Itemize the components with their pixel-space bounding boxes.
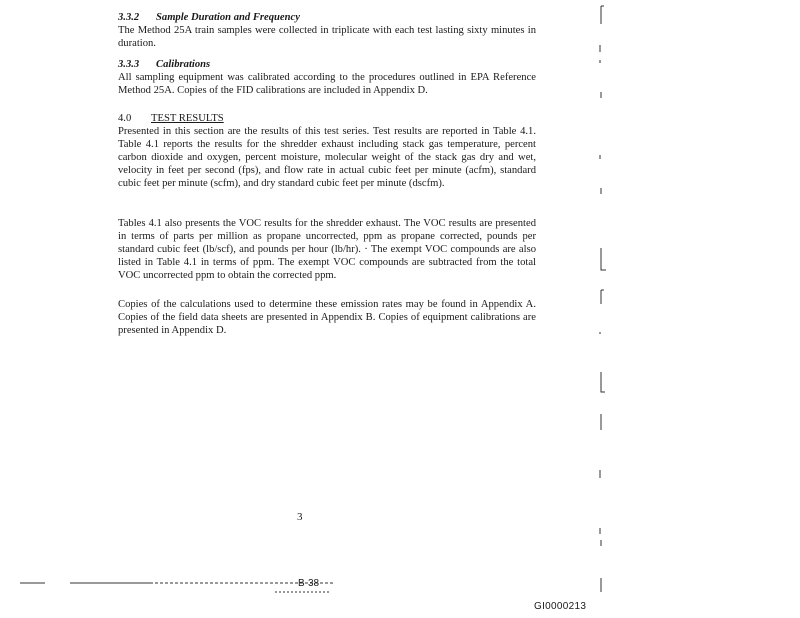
paragraph: Copies of the calculations used to determine these emission rates may be found in Appendix A. Copies of the field data sheets are presented in Appendix B. Copies of equipment calibrations are presented in Appendix D. [118, 299, 536, 336]
paragraph: Presented in this section are the results of this test series. Test results are reported in Table 4.1. Table 4.1 reports the results for the shredder exhaust including stack gas temperature, percent carbon dioxide and oxygen, percent moisture, molecular weight of the stack gas dry and wet, velocity in feet per second (fps), and flow rate in actual cubic feet per minute (acfm), standard cubic feet per minute (scfm), and dry standard cubic feet per minute (dscfm). [118, 126, 536, 189]
section-title: Sample Duration and Frequency [156, 12, 300, 23]
section-number: 3.3.2 [118, 12, 140, 23]
scan-mark [601, 6, 604, 24]
scan-mark [601, 290, 604, 304]
scan-mark [601, 248, 606, 270]
bates-number: GI0000213 [534, 601, 587, 612]
paragraph: The Method 25A train samples were collected in triplicate with each test lasting sixty minutes in duration. [118, 25, 536, 49]
paragraph: Tables 4.1 also presents the VOC results for the shredder exhaust. The VOC results are presented in terms of parts per million as propane uncorrected, ppm as propane corrected, pounds per standard cubic feet (lb/scf), and pounds per hour (lb/hr). · The exempt VOC compounds are also listed in Table 4.1 in terms of ppm. The exempt VOC compounds are subtracted from the total VOC uncorrected ppm to obtain the corrected ppm. [118, 218, 536, 281]
paragraph: All sampling equipment was calibrated according to the procedures outlined in EPA Reference Method 25A. Copies of the FID calibrations are included in Appendix D. [118, 72, 536, 96]
section-number: 3.3.3 [118, 59, 140, 70]
appendix-page-number: B-38 [298, 578, 320, 589]
page-number: 3 [297, 511, 303, 523]
section-title: Calibrations [156, 59, 211, 70]
scan-mark [601, 372, 605, 392]
section-title: TEST RESULTS [151, 113, 224, 124]
section-number: 4.0 [118, 113, 132, 124]
